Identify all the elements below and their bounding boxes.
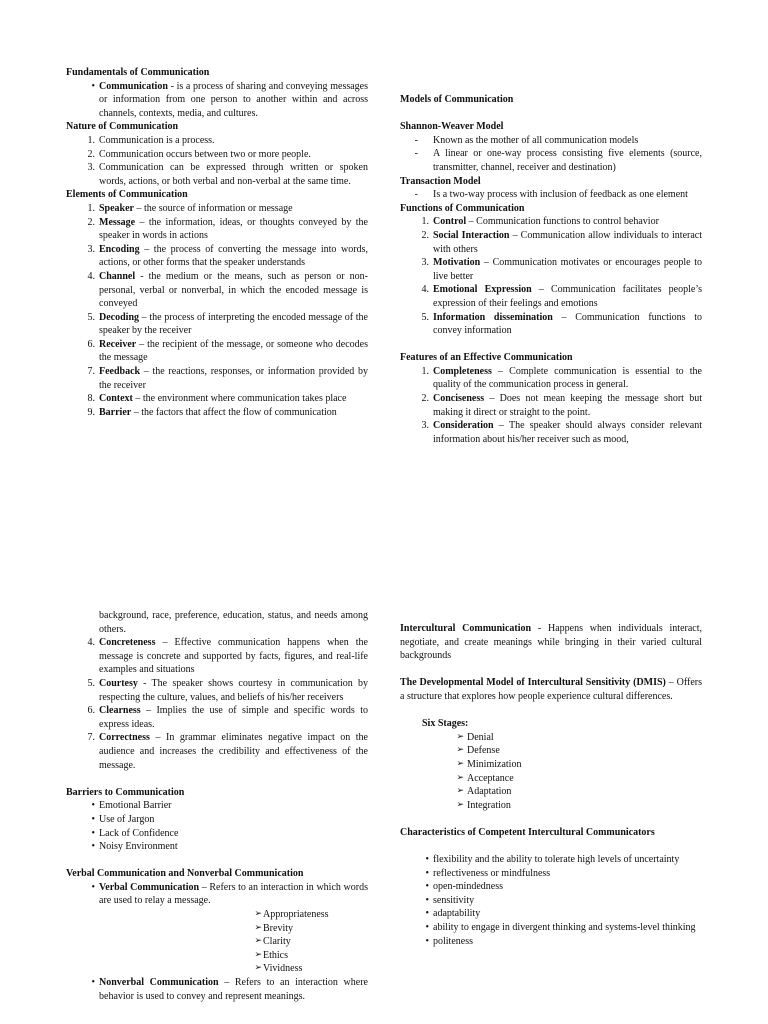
term: Communication <box>99 80 168 92</box>
bullet: • <box>91 80 95 92</box>
definition: – Communication motivates or encourages people to live better <box>433 257 702 282</box>
list-item <box>400 907 702 921</box>
term: Decoding <box>99 311 139 323</box>
term: Emotional Expression <box>433 284 532 296</box>
dash-marker: - <box>414 189 418 201</box>
list-number: 5. <box>421 311 429 323</box>
arrow-bullet-icon: ➢ <box>254 936 262 947</box>
term: Information dissemination <box>433 311 553 323</box>
list-item <box>400 935 702 949</box>
bottom-left-column <box>66 609 368 1003</box>
list-text: open-mindedness <box>433 881 503 893</box>
list-text: Use of Jargon <box>99 813 155 825</box>
list-item <box>450 758 702 772</box>
bullet: • <box>91 813 95 825</box>
transaction-heading: Transaction Model <box>400 175 481 187</box>
bullet: • <box>425 894 429 906</box>
definition: – the environment where communication takes place <box>132 393 347 405</box>
bottom-right-column <box>400 622 702 948</box>
term: Receiver <box>99 338 137 350</box>
list-item <box>66 799 368 813</box>
list-text: Clarity <box>263 936 291 948</box>
list-number: 2. <box>421 229 429 241</box>
list-text: Brevity <box>263 922 293 934</box>
fundamentals-heading: Fundamentals of Communication <box>66 67 210 78</box>
term: Speaker <box>99 202 134 214</box>
arrow-bullet-icon: ➢ <box>456 786 464 797</box>
definition: – the factors that affect the flow of communication <box>131 406 337 418</box>
list-item <box>400 134 702 148</box>
list-item <box>66 392 368 406</box>
six-stages-heading: Six Stages: <box>422 718 469 730</box>
list-text: Communication is a process. <box>99 134 215 146</box>
list-text: adaptability <box>433 908 481 920</box>
bullet: • <box>425 881 429 893</box>
list-item <box>66 976 368 1003</box>
list-number: 3. <box>87 162 95 174</box>
list-item <box>248 908 368 922</box>
list-item <box>66 216 368 243</box>
list-item <box>66 813 368 827</box>
list-number: 3. <box>421 257 429 269</box>
list-item <box>66 704 368 731</box>
term: Conciseness <box>433 393 485 405</box>
stages-list <box>450 731 702 813</box>
list-text: Denial <box>467 731 494 743</box>
dmis-paragraph <box>400 676 702 703</box>
term: Clearness <box>99 705 141 717</box>
shannon-weaver-heading: Shannon-Weaver Model <box>400 121 504 133</box>
list-item <box>400 365 702 392</box>
list-number: 4. <box>421 284 429 296</box>
verbal-subitems <box>248 908 368 976</box>
list-number: 6. <box>87 705 95 717</box>
term: Feedback <box>99 366 141 378</box>
list-number: 7. <box>87 366 95 378</box>
bullet: • <box>91 977 95 989</box>
list-item <box>66 243 368 270</box>
list-number: 1. <box>87 134 95 146</box>
definition: - Happens when individuals interact, negotiate, and create meanings while bringing in their varied cultural backgrounds <box>400 623 702 662</box>
list-number: 3. <box>87 243 95 255</box>
arrow-bullet-icon: ➢ <box>254 909 262 920</box>
list-text: sensitivity <box>433 894 475 906</box>
list-number: 1. <box>421 365 429 377</box>
list-item <box>450 799 702 813</box>
definition: – Effective communication happens when the message is concrete and supported by facts, figures, and real-life examples and situations <box>99 637 368 676</box>
list-number: 2. <box>87 148 95 160</box>
list-item <box>400 921 702 935</box>
term: Context <box>99 393 133 405</box>
list-item <box>400 867 702 881</box>
term: Concreteness <box>99 637 156 649</box>
definition: – the source of information or message <box>134 202 293 214</box>
list-number: 9. <box>87 406 95 418</box>
list-text: A linear or one-way process consisting five elements (source, transmitter, channel, receiver and destination) <box>433 148 702 173</box>
barriers-heading: Barriers to Communication <box>66 786 185 798</box>
list-text: reflectiveness or mindfulness <box>433 867 551 879</box>
arrow-bullet-icon: ➢ <box>456 731 464 742</box>
list-text: Adaptation <box>467 786 512 798</box>
nature-heading: Nature of Communication <box>66 121 179 133</box>
list-number: 3. <box>421 420 429 432</box>
list-item <box>400 283 702 310</box>
definition: – Implies the use of simple and specific words to express ideas. <box>99 705 368 730</box>
bullet: • <box>91 800 95 812</box>
list-item <box>66 406 368 420</box>
list-item <box>66 161 368 188</box>
definition: – Refers to an interaction in which words are used to relay a message. <box>99 881 368 907</box>
definition: – Communication facilitates people’s expression of their feelings and emotions <box>433 284 702 309</box>
list-item <box>66 365 368 392</box>
term: Consideration <box>433 420 494 432</box>
list-text: Lack of Confidence <box>99 827 179 839</box>
dash-marker: - <box>414 148 418 160</box>
list-item <box>66 270 368 311</box>
list-item <box>66 148 368 162</box>
list-number: 7. <box>87 732 95 744</box>
list-text: Integration <box>467 799 511 811</box>
list-item <box>400 188 702 202</box>
list-text: Communication occurs between two or more people. <box>99 148 311 160</box>
list-text: Ethics <box>263 949 288 961</box>
arrow-bullet-icon: ➢ <box>456 772 464 783</box>
list-item <box>450 772 702 786</box>
features-heading: Features of an Effective Communication <box>400 352 573 364</box>
list-number: 2. <box>421 393 429 405</box>
top-left-column <box>66 66 368 419</box>
list-item <box>400 215 702 229</box>
list-item <box>248 949 368 963</box>
definition: – Communication functions to convey information <box>433 311 702 337</box>
bullet: • <box>91 827 95 839</box>
list-number: 4. <box>87 637 95 649</box>
definition: – Refers to an interaction where behavior is used to convey and represent meanings. <box>99 977 368 1002</box>
verbal-nonverbal-heading: Verbal Communication and Nonverbal Communication <box>66 868 304 880</box>
list-number: 6. <box>87 338 95 350</box>
bullet: • <box>425 908 429 920</box>
definition: - the medium or the means, such as person or non-personal, verbal or nonverbal, in which the encoded message is conveyed <box>99 270 368 310</box>
list-text: politeness <box>433 935 473 947</box>
bullet: • <box>91 841 95 853</box>
list-number: 1. <box>421 216 429 228</box>
term: Nonverbal Communication <box>99 977 219 989</box>
term: Completeness <box>433 365 492 377</box>
list-number: 5. <box>87 311 95 323</box>
definition: – the recipient of the message, or someone who decodes the message <box>99 338 368 364</box>
arrow-bullet-icon: ➢ <box>254 949 262 960</box>
list-number: 5. <box>87 677 95 689</box>
arrow-bullet-icon: ➢ <box>254 922 262 933</box>
list-item <box>450 731 702 745</box>
list-item <box>450 744 702 758</box>
functions-heading: Functions of Communication <box>400 202 525 214</box>
list-text: Communication can be expressed through written or spoken words, actions, or both verbal and non-verbal at the same time. <box>99 162 368 187</box>
term: Control <box>433 216 467 228</box>
term: Motivation <box>433 257 481 269</box>
definition: – Complete communication is essential to the quality of the communication process in general. <box>433 365 702 391</box>
list-item <box>248 935 368 949</box>
definition: – The speaker should always consider relevant information about his/her receiver such as mood, <box>433 420 702 445</box>
list-item <box>66 80 368 121</box>
list-number: 8. <box>87 393 95 405</box>
list-item <box>400 894 702 908</box>
list-text: Noisy Environment <box>99 841 178 853</box>
term: Social Interaction <box>433 229 510 241</box>
term: Courtesy <box>99 677 138 689</box>
term: Barrier <box>99 406 132 418</box>
list-number: 2. <box>87 216 95 228</box>
definition: – Does not mean keeping the message short but making it direct or straight to the point. <box>433 393 702 418</box>
list-item <box>400 256 702 283</box>
list-text: Minimization <box>467 758 522 770</box>
list-text: Known as the mother of all communication models <box>433 134 639 146</box>
arrow-bullet-icon: ➢ <box>254 963 262 974</box>
term: Verbal Communication <box>99 881 200 893</box>
definition: – In grammar eliminates negative impact on the audience and increases the credibility and effectiveness of the message. <box>99 732 368 771</box>
definition: – the process of converting the message into words, actions, or other forms that the speaker understands <box>99 243 368 269</box>
definition: – Offers a structure that explores how people experience cultural differences. <box>400 677 702 702</box>
models-heading: Models of Communication <box>400 94 514 105</box>
top-right-column <box>400 93 702 446</box>
definition: – Communication functions to control behavior <box>466 216 659 228</box>
list-text: Acceptance <box>467 772 514 784</box>
list-text: ability to engage in divergent thinking and systems-level thinking <box>433 922 696 934</box>
list-text: Is a two-way process with inclusion of feedback as one element <box>433 189 688 201</box>
list-item <box>400 419 702 446</box>
term: The Developmental Model of Intercultural Sensitivity (DMIS) <box>400 677 666 689</box>
term: Message <box>99 216 136 228</box>
arrow-bullet-icon: ➢ <box>456 745 464 756</box>
list-number: 4. <box>87 270 95 282</box>
list-item <box>66 731 368 772</box>
list-item <box>450 785 702 799</box>
definition: – the information, ideas, or thoughts conveyed by the speaker in words in actions <box>99 216 368 242</box>
definition: – the reactions, responses, or information provided by the receiver <box>99 366 368 391</box>
definition: – Communication allow individuals to interact with others <box>433 229 703 255</box>
term: Intercultural Communication <box>400 623 532 634</box>
definition: - is a process of sharing and conveying messages or information from one person to another within and across channels, contexts, media, and cultures. <box>99 80 368 119</box>
definition: – the process of interpreting the encoded message of the speaker by the receiver <box>99 311 368 337</box>
term: Channel <box>99 270 136 282</box>
list-item <box>66 338 368 365</box>
list-item <box>400 147 702 174</box>
list-number: 1. <box>87 202 95 214</box>
list-text: Vividness <box>263 963 303 975</box>
list-text: Defense <box>467 745 500 757</box>
list-item <box>248 962 368 976</box>
list-item <box>66 311 368 338</box>
bullet: • <box>91 881 95 893</box>
list-item <box>66 636 368 677</box>
arrow-bullet-icon: ➢ <box>456 758 464 769</box>
term: Correctness <box>99 732 150 744</box>
list-item <box>248 922 368 936</box>
list-item <box>66 677 368 704</box>
list-item <box>66 202 368 216</box>
bullet: • <box>425 867 429 879</box>
list-item <box>66 827 368 841</box>
continuation-text: background, race, preference, education, status, and needs among others. <box>99 610 368 635</box>
list-item <box>66 840 368 854</box>
term: Encoding <box>99 243 140 255</box>
list-item <box>400 229 702 256</box>
intercultural-paragraph <box>400 622 702 663</box>
list-text: flexibility and the ability to tolerate high levels of uncertainty <box>433 854 680 866</box>
elements-heading: Elements of Communication <box>66 189 188 201</box>
list-item <box>400 392 702 419</box>
list-text: Emotional Barrier <box>99 800 172 812</box>
list-item <box>66 881 368 908</box>
definition: - The speaker shows courtesy in communication by respecting the culture, values, and beliefs of his/her receivers <box>99 677 368 703</box>
bullet: • <box>425 854 429 866</box>
list-item <box>400 853 702 867</box>
list-item <box>400 311 702 338</box>
bullet: • <box>425 922 429 934</box>
arrow-bullet-icon: ➢ <box>456 799 464 810</box>
characteristics-heading: Characteristics of Competent Intercultural Communicators <box>400 826 655 838</box>
dash-marker: - <box>414 134 418 146</box>
bullet: • <box>425 935 429 947</box>
list-item <box>66 134 368 148</box>
list-item <box>400 880 702 894</box>
list-text: Appropriateness <box>263 909 329 921</box>
